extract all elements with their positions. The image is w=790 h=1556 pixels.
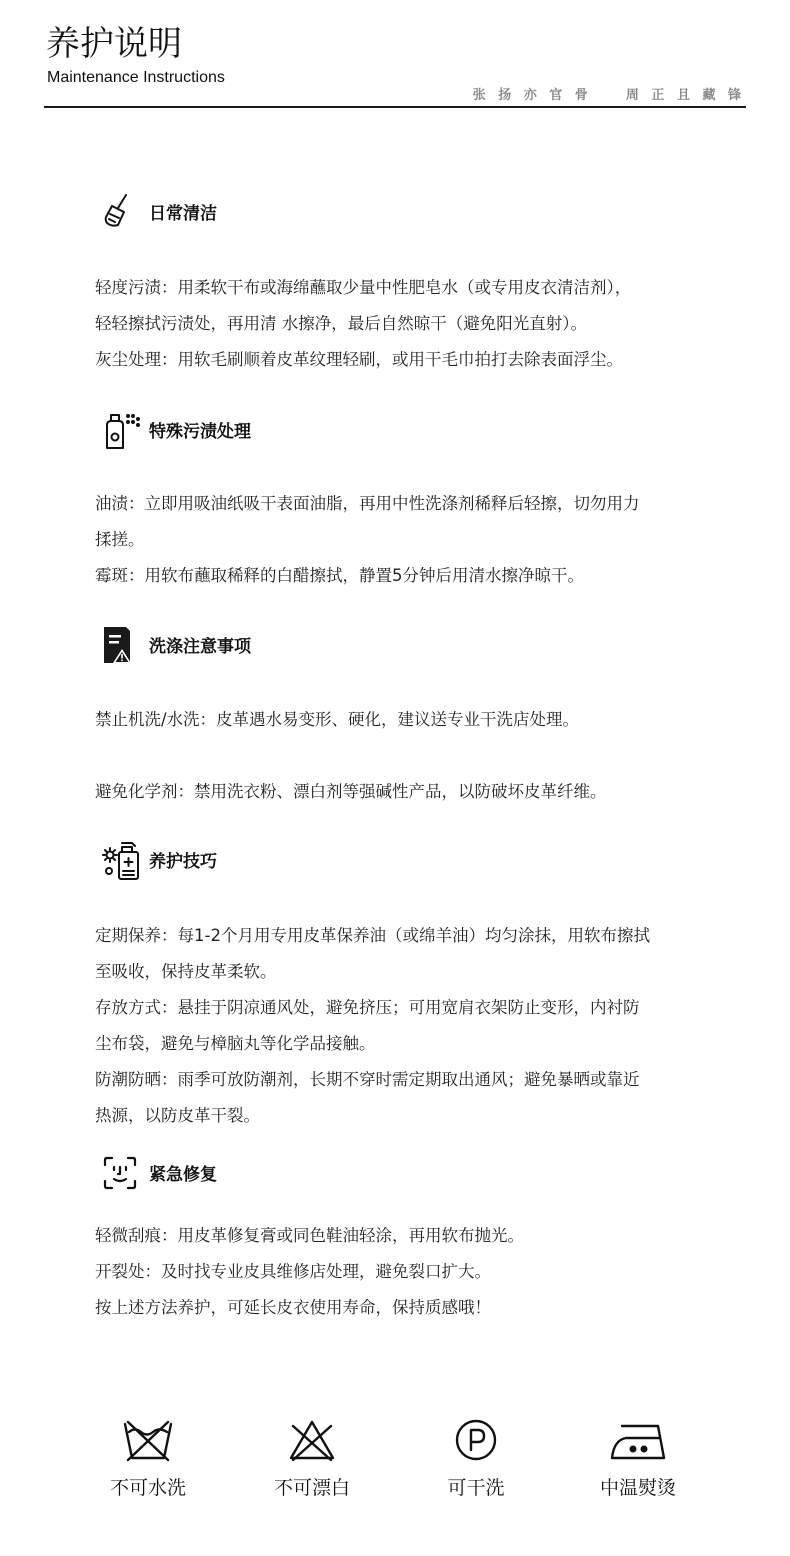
face-scan-icon bbox=[100, 1153, 140, 1193]
brand-slogan: 张 扬 亦 官 骨 周 正 且 藏 锋 bbox=[472, 88, 745, 103]
spray-bottle-icon bbox=[100, 410, 144, 454]
iron-medium-icon bbox=[608, 1418, 668, 1464]
paragraph-line: 至吸收，保持皮革柔软。 bbox=[95, 962, 277, 981]
page-subtitle: Maintenance Instructions bbox=[47, 69, 225, 86]
paragraph-line: 轻度污渍：用柔软干布或海绵蘸取少量中性肥皂水（或专用皮衣清洁剂）， bbox=[95, 278, 632, 297]
paragraph-line: 开裂处：及时找专业皮具维修店处理，避免裂口扩大。 bbox=[95, 1262, 491, 1281]
care-symbol-no-wash bbox=[78, 1412, 218, 1512]
no-bleach-icon bbox=[287, 1418, 337, 1464]
section-emergency-repair-body bbox=[95, 1218, 715, 1326]
paragraph-line: 禁止机洗/水洗：皮革遇水易变形、硬化，建议送专业干洗店处理。 bbox=[95, 710, 580, 729]
care-symbol-label: 可干洗 bbox=[447, 1477, 505, 1499]
paragraph-line: 灰尘处理：用软毛刷顺着皮革纹理轻刷，或用干毛巾拍打去除表面浮尘。 bbox=[95, 350, 623, 369]
paragraph-line: 轻轻擦拭污渍处，再用清 水擦净，最后自然晾干（避免阳光直射）。 bbox=[95, 314, 587, 333]
section-care-tips-body bbox=[95, 918, 715, 1134]
paragraph-line: 轻微刮痕：用皮革修复膏或同色鞋油轻涂，再用软布抛光。 bbox=[95, 1226, 524, 1245]
no-wash-icon bbox=[122, 1418, 174, 1464]
section-daily-cleaning-body bbox=[95, 270, 715, 378]
section-care-tips-header bbox=[100, 840, 700, 884]
care-symbol-label: 不可漂白 bbox=[273, 1477, 350, 1499]
care-symbol-dry-clean bbox=[406, 1412, 546, 1512]
section-daily-cleaning-header bbox=[100, 192, 700, 236]
section-special-stains-body bbox=[95, 486, 715, 594]
section-title: 日常清洁 bbox=[149, 204, 217, 224]
paragraph-line: 热源，以防皮革干裂。 bbox=[95, 1106, 260, 1125]
header-divider bbox=[44, 106, 746, 108]
page-header bbox=[0, 0, 790, 110]
section-emergency-repair-header bbox=[100, 1153, 700, 1197]
document-warning-icon bbox=[100, 625, 136, 665]
paragraph-line: 尘布袋，避免与樟脑丸等化学品接触。 bbox=[95, 1034, 376, 1053]
paragraph-line: 油渍：立即用吸油纸吸干表面油脂，再用中性洗涤剂稀释后轻擦，切勿用力 bbox=[95, 494, 640, 513]
dry-clean-icon bbox=[453, 1418, 499, 1464]
care-symbol-no-bleach bbox=[242, 1412, 382, 1512]
care-symbol-label: 不可水洗 bbox=[109, 1477, 186, 1499]
section-title: 紧急修复 bbox=[149, 1165, 217, 1185]
paragraph-line: 揉搓。 bbox=[95, 530, 145, 549]
paragraph-line: 避免化学剂：禁用洗衣粉、漂白剂等强碱性产品，以防破坏皮革纤维。 bbox=[95, 782, 607, 801]
section-special-stains-header bbox=[100, 410, 700, 454]
section-title: 洗涤注意事项 bbox=[149, 637, 251, 657]
care-symbol-label: 中温熨烫 bbox=[599, 1477, 676, 1499]
paragraph-line: 防潮防晒：雨季可放防潮剂，长期不穿时需定期取出通风；避免暴晒或靠近 bbox=[95, 1070, 640, 1089]
care-symbol-iron-medium bbox=[568, 1412, 708, 1512]
care-bottle-icon bbox=[100, 840, 144, 884]
paragraph-line: 霉斑：用软布蘸取稀释的白醋擦拭，静置5分钟后用清水擦净晾干。 bbox=[95, 566, 584, 585]
page-title: 养护说明 bbox=[46, 24, 182, 64]
paragraph-line: 按上述方法养护，可延长皮衣使用寿命，保持质感哦！ bbox=[95, 1298, 491, 1317]
section-washing-notes-body bbox=[95, 702, 715, 738]
section-washing-notes-body-2 bbox=[95, 774, 715, 810]
section-washing-notes-header bbox=[100, 625, 700, 669]
section-title: 养护技巧 bbox=[149, 852, 217, 872]
paragraph-line: 定期保养：每1-2个月用专用皮革保养油（或绵羊油）均匀涂抹，用软布擦拭 bbox=[95, 926, 650, 945]
paragraph-line: 存放方式：悬挂于阴凉通风处，避免挤压；可用宽肩衣架防止变形，内衬防 bbox=[95, 998, 640, 1017]
broom-icon bbox=[100, 192, 136, 232]
section-title: 特殊污渍处理 bbox=[149, 422, 251, 442]
